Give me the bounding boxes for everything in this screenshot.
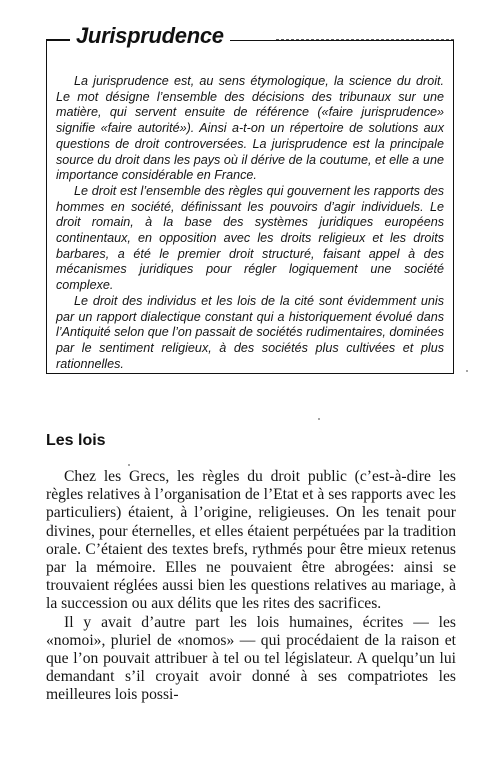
- body-paragraph: Chez les Grecs, les règles du droit public (c’est-à-dire les règles relatives à l’organisation de l’Etat et à ses rapports avec les particuliers) étaient, à l’origine, religieuses. On les tenait pour divines, pour éternelles, et elles étaient perpétuées par la tradition orale. C’étaient des textes brefs, rythmés pour être mieux retenus par la mémoire. Elles ne pouvaient être abrogées: ainsi se trouvaient réglées aussi bien les questions relatives au mariage, à la succession ou aux délits que les rites des sacrifices.: [46, 468, 456, 613]
- body-paragraph: Il y avait d’autre part les lois humaines, écrites — les «nomoi», pluriel de «nomos» — qui procédaient de la raison et que l’on pouvait attribuer à tel ou tel législateur. A quelqu’un lui demandant s’il croyait avoir donné à ses compatriotes les meilleures lois possi-: [46, 613, 456, 704]
- inset-paragraph: Le droit est l’ensemble des règles qui gouvernent les rapports des hommes en société, définissant les pouvoirs d’agir individuels. Le droit romain, à la base des systèmes juridiques européens continentaux, en opposition avec les droits religieux et les droits barbares, a été le premier droit structuré, faisant appel à des mécanismes juridiques pour régler logiquement une société complexe.: [56, 183, 444, 293]
- inset-title: Jurisprudence: [76, 23, 224, 48]
- inset-title-wrap: [70, 22, 230, 50]
- scan-speck: [318, 418, 320, 420]
- title-rule-right: [276, 39, 454, 40]
- scan-speck: [466, 370, 468, 372]
- inset-paragraph: Le droit des individus et les lois de la cité sont évidemment unis par un rapport dialectique constant qui a historiquement évolué dans l’Antiquité selon que l’on passait de sociétés rudimentaires, dominées par le sentiment religieux, à des sociétés plus cultivées et plus rationnelles.: [56, 293, 444, 371]
- section-heading: Les lois: [46, 432, 106, 449]
- main-body: [46, 468, 456, 705]
- scan-speck: [128, 464, 130, 466]
- inset-paragraph: La jurisprudence est, au sens étymologique, la science du droit. Le mot désigne l’ensemble des décisions des tribunaux sur une matière, qui servent ensuite de référence («faire jurisprudence» signifie «faire autorité»). Ainsi a-t-on un répertoire de solutions aux questions de droit controversées. La jurisprudence est la principale source du droit dans les pays où il dérive de la coutume, et elle a une importance considérable en France.: [56, 74, 444, 183]
- inset-body: [56, 74, 444, 372]
- title-rule-left: [46, 39, 72, 40]
